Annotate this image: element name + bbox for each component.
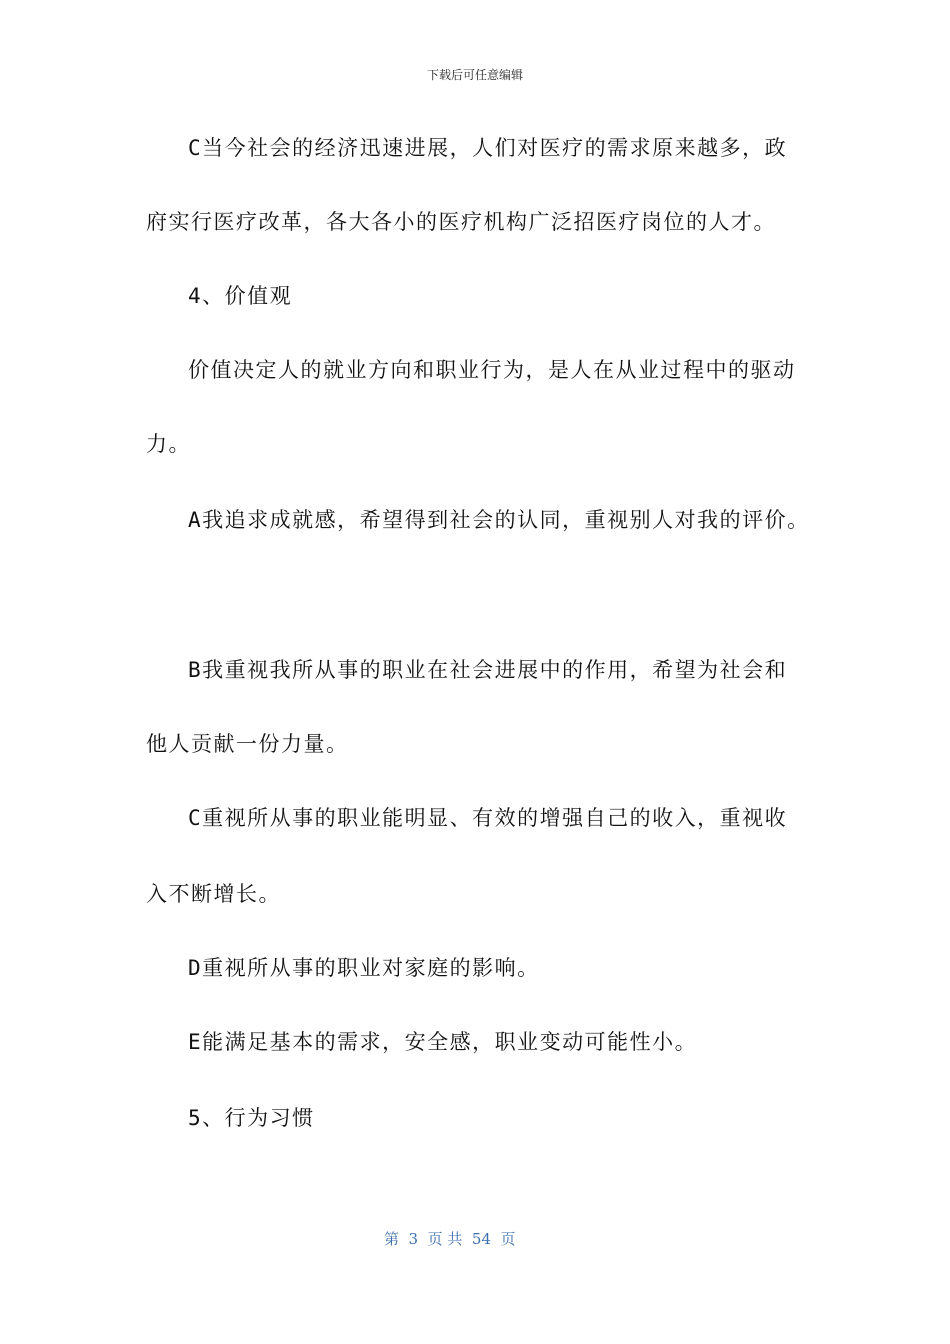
option-b-line-1: B我重视我所从事的职业在社会进展中的作用，希望为社会和: [188, 658, 788, 682]
page-header: 下载后可任意编辑: [426, 68, 523, 82]
option-c-line-2: 入不断增长。: [146, 882, 281, 906]
section-heading-values: 4、价值观: [188, 284, 293, 308]
paragraph-c-line-1: C当今社会的经济迅速进展，人们对医疗的需求原来越多，政: [188, 136, 788, 160]
page-number-footer: 第 3 页 共 54 页: [384, 1230, 516, 1248]
option-d: D重视所从事的职业对家庭的影响。: [188, 956, 540, 980]
section-heading-habits: 5、行为习惯: [188, 1106, 315, 1130]
option-b-line-2: 他人贡献一份力量。: [146, 732, 349, 756]
option-a: A我追求成就感，希望得到社会的认同，重视别人对我的评价。: [188, 508, 810, 532]
option-e: E能满足基本的需求，安全感，职业变动可能性小。: [188, 1030, 698, 1054]
paragraph-c-line-2: 府实行医疗改革，各大各小的医疗机构广泛招医疗岗位的人才。: [146, 210, 776, 234]
option-c-line-1: C重视所从事的职业能明显、有效的增强自己的收入，重视收: [188, 806, 788, 830]
paragraph-values-line-2: 力。: [146, 432, 191, 456]
paragraph-values-line-1: 价值决定人的就业方向和职业行为，是人在从业过程中的驱动: [188, 358, 796, 382]
